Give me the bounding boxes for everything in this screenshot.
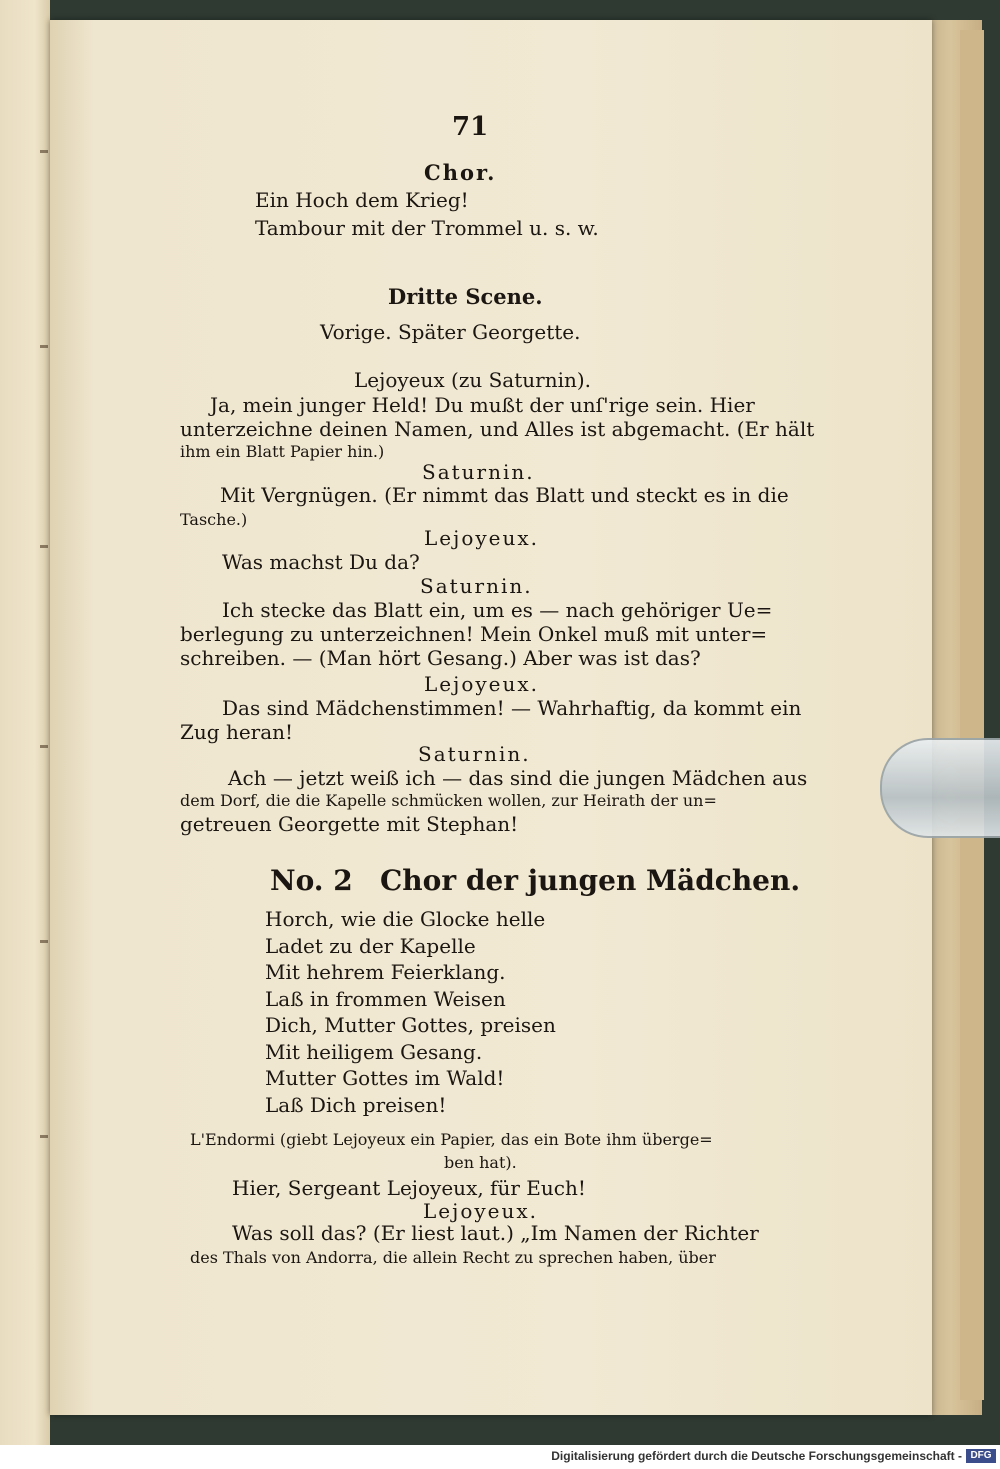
verse-line: Mutter Gottes im Wald! <box>265 1066 505 1090</box>
text-line: berlegung zu unterzeichnen! Mein Onkel muß mit unter= <box>180 622 768 646</box>
text-line: ben hat). <box>444 1153 517 1172</box>
text-line: Hier, Sergeant Lejoyeux, für Euch! <box>232 1176 586 1200</box>
text-line: Was soll das? (Er liest laut.) „Im Namen der Richter <box>232 1221 759 1245</box>
verse-line: Dich, Mutter Gottes, preisen <box>265 1013 556 1037</box>
page-number: 71 <box>452 112 489 142</box>
speaker-lejoyeux-3: Lejoyeux. <box>424 672 540 696</box>
footer-text: Digitalisierung gefördert durch die Deutsche Forschungsgemeinschaft - <box>551 1449 962 1463</box>
text-line: Das sind Mädchenstimmen! — Wahrhaftig, da kommt ein <box>222 696 802 720</box>
text-line: Zug heran! <box>180 720 294 744</box>
number-title: Chor der jungen Mädchen. <box>380 864 801 897</box>
text-line: L'Endormi (giebt Lejoyeux ein Papier, das ein Bote ihm überge= <box>190 1130 713 1149</box>
text-line: schreiben. — (Man hört Gesang.) Aber was ist das? <box>180 646 701 670</box>
text-line: getreuen Georgette mit Stephan! <box>180 812 519 836</box>
chor-line-2: Tambour mit der Trommel u. s. w. <box>255 216 599 240</box>
speaker-lejoyeux-1: Lejoyeux (zu Saturnin). <box>354 368 592 392</box>
speaker-saturnin-1: Saturnin. <box>422 460 535 484</box>
dfg-logo: DFG <box>966 1449 996 1463</box>
page-stack-edge-inner <box>960 30 984 1400</box>
text-line: des Thals von Andorra, die allein Recht zu sprechen haben, über <box>190 1248 716 1267</box>
text-line: Ich stecke das Blatt ein, um es — nach gehöriger Ue= <box>222 598 773 622</box>
chor-line-1: Ein Hoch dem Krieg! <box>255 188 469 212</box>
verse-line: Mit hehrem Feierklang. <box>265 960 506 984</box>
text-line: Ja, mein junger Held! Du mußt der unſ'rige sein. Hier <box>210 393 755 417</box>
text-line: ihm ein Blatt Papier hin.) <box>180 442 385 461</box>
scene-title: Dritte Scene. <box>388 284 543 309</box>
persons-line: Vorige. Später Georgette. <box>320 320 581 344</box>
text-line: unterzeichne deinen Namen, und Alles ist abgemacht. (Er hält <box>180 417 815 441</box>
text-line: Tasche.) <box>180 510 248 529</box>
speaker-saturnin-2: Saturnin. <box>420 574 533 598</box>
verse-line: Laß Dich preisen! <box>265 1093 447 1117</box>
verse-line: Ladet zu der Kapelle <box>265 934 476 958</box>
footer-bar <box>0 1445 1000 1469</box>
text-line: Mit Vergnügen. (Er nimmt das Blatt und steckt es in die <box>220 483 789 507</box>
text-line: Was machst Du da? <box>222 550 420 574</box>
number-label: No. 2 <box>270 864 353 897</box>
verse-line: Mit heiligem Gesang. <box>265 1040 483 1064</box>
left-page-edge <box>0 0 50 1445</box>
speaker-lejoyeux-4: Lejoyeux. <box>423 1199 539 1223</box>
page-clip <box>880 738 1000 838</box>
verse-line: Laß in frommen Weisen <box>265 987 506 1011</box>
chor-heading: Chor. <box>424 160 497 185</box>
verse-line: Horch, wie die Glocke helle <box>265 907 546 931</box>
text-line: Ach — jetzt weiß ich — das sind die jungen Mädchen aus <box>228 766 808 790</box>
speaker-lejoyeux-2: Lejoyeux. <box>424 526 540 550</box>
speaker-saturnin-3: Saturnin. <box>418 742 531 766</box>
text-line: dem Dorf, die die Kapelle schmücken wollen, zur Heirath der un= <box>180 791 717 810</box>
